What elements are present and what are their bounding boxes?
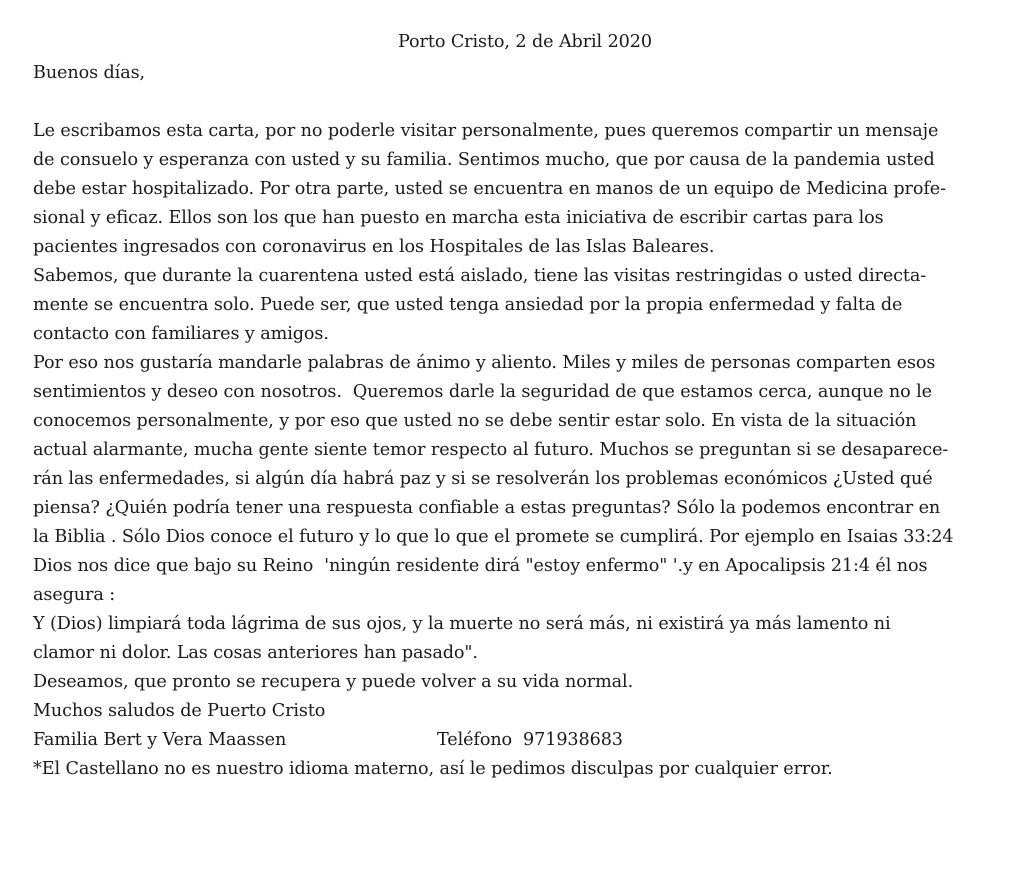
text-line: Por eso nos gustaría mandarle palabras de ánimo y aliento. Miles y miles de personas comparten esos (33, 353, 936, 373)
closing-line: Muchos saludos de Puerto Cristo (33, 701, 326, 721)
text-line: pacientes ingresados con coronavirus en los Hospitales de las Islas Baleares. (33, 237, 715, 257)
text-line: asegura : (33, 585, 116, 605)
text-line: Sabemos, que durante la cuarentena usted está aislado, tiene las visitas restringidas o usted directa- (33, 266, 927, 286)
text-line: actual alarmante, mucha gente siente temor respecto al futuro. Muchos se preguntan si se desaparece- (33, 440, 949, 460)
place-date: Porto Cristo, 2 de Abril 2020 (398, 32, 652, 52)
text-line: piensa? ¿Quién podría tener una respuesta confiable a estas preguntas? Sólo la podemos encontrar en (33, 498, 941, 518)
greeting: Buenos días, (33, 63, 146, 83)
text-line: conocemos personalmente, y por eso que usted no se debe sentir estar solo. En vista de la situación (33, 411, 917, 431)
footnote: *El Castellano no es nuestro idioma materno, así le pedimos disculpas por cualquier error. (33, 759, 833, 779)
phone-number: Teléfono 971938683 (437, 730, 623, 750)
text-line: sentimientos y deseo con nosotros. Queremos darle la seguridad de que estamos cerca, aunque no le (33, 382, 932, 402)
text-line: la Biblia . Sólo Dios conoce el futuro y lo que lo que el promete se cumplirá. Por ejemplo en Isaias 33:24 (33, 527, 954, 547)
text-line: rán las enfermedades, si algún día habrá paz y si se resolverán los problemas económicos ¿Usted qué (33, 469, 933, 489)
text-line: sional y eficaz. Ellos son los que han puesto en marcha esta iniciativa de escribir cartas para los (33, 208, 884, 228)
text-line: Dios nos dice que bajo su Reino 'ningún residente dirá "estoy enfermo" '.y en Apocalipsis 21:4 él nos (33, 556, 928, 576)
text-line: de consuelo y esperanza con usted y su familia. Sentimos mucho, que por causa de la pandemia usted (33, 150, 935, 170)
wish-line: Deseamos, que pronto se recupera y puede volver a su vida normal. (33, 672, 634, 692)
signature: Familia Bert y Vera Maassen (33, 730, 287, 750)
text-line: contacto con familiares y amigos. (33, 324, 329, 344)
text-line: clamor ni dolor. Las cosas anteriores han pasado". (33, 643, 478, 663)
text-line: Y (Dios) limpiará toda lágrima de sus ojos, y la muerte no será más, ni existirá ya más lamento ni (33, 614, 891, 634)
text-line: mente se encuentra solo. Puede ser, que usted tenga ansiedad por la propia enfermedad y falta de (33, 295, 903, 315)
text-line: debe estar hospitalizado. Por otra parte, usted se encuentra en manos de un equipo de Medicina profe- (33, 179, 946, 199)
text-line: Le escribamos esta carta, por no poderle visitar personalmente, pues queremos compartir un mensaje (33, 121, 939, 141)
